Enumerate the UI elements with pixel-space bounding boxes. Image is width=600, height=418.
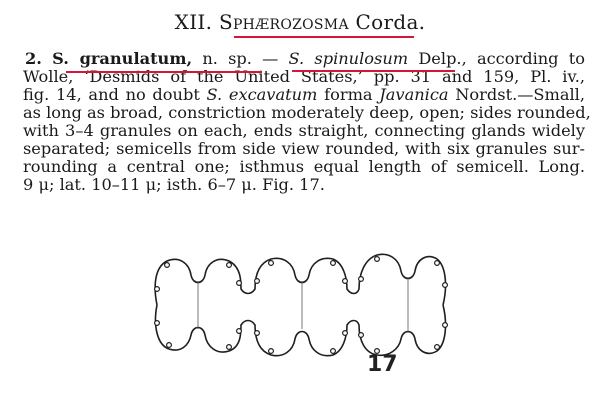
description-line-4: as long as broad, constriction moderately deep, open; sides rounded, bbox=[23, 103, 591, 122]
javanica-name: Javanica bbox=[379, 85, 449, 104]
desmid-figure bbox=[145, 245, 455, 365]
description-line-3 bbox=[23, 86, 585, 104]
genus-author: Corda. bbox=[355, 10, 426, 34]
figure-top-outline bbox=[155, 254, 445, 305]
section-numeral: XII. bbox=[174, 10, 213, 34]
description-line-6: separated; semicells from side view rounded, with six granules sur- bbox=[23, 139, 585, 158]
line-3-part-e: Nordst.—Small, bbox=[455, 85, 585, 104]
genus-name: Sphærozosma bbox=[218, 10, 349, 34]
new-species-mark: n. sp. bbox=[202, 49, 252, 68]
species-name: S. granulatum, bbox=[52, 49, 193, 68]
figure-bottom-outline bbox=[156, 305, 446, 356]
description-line-8: 9 μ; lat. 10–11 μ; isth. 6–7 μ. Fig. 17. bbox=[23, 175, 325, 194]
heading-red-underline bbox=[234, 36, 414, 38]
description-line-1 bbox=[23, 50, 585, 68]
excavatum-name: S. excavatum bbox=[206, 85, 318, 104]
section-heading bbox=[0, 10, 600, 34]
synonym-author: Delp., bbox=[418, 49, 467, 68]
figure-number: 17 bbox=[367, 352, 398, 377]
line-3-part-a: fig. 14, and no doubt bbox=[23, 85, 200, 104]
description-line-5: with 3–4 granules on each, ends straight, connecting glands widely bbox=[23, 121, 585, 140]
line-1-rest: according to bbox=[476, 49, 585, 68]
entry-number: 2. bbox=[25, 49, 42, 68]
description-line-2: Wolle, ‘Desmids of the United States,’ pp. 31 and 159, Pl. iv., bbox=[23, 67, 585, 86]
description-line-7: rounding a central one; isthmus equal length of semicell. Long. bbox=[23, 157, 585, 176]
synonym-red-underline bbox=[292, 70, 455, 72]
line-3-part-c: forma bbox=[324, 85, 373, 104]
synonym-name: S. spinulosum bbox=[288, 49, 409, 68]
dash: — bbox=[262, 49, 279, 68]
species-red-underline bbox=[66, 71, 262, 73]
